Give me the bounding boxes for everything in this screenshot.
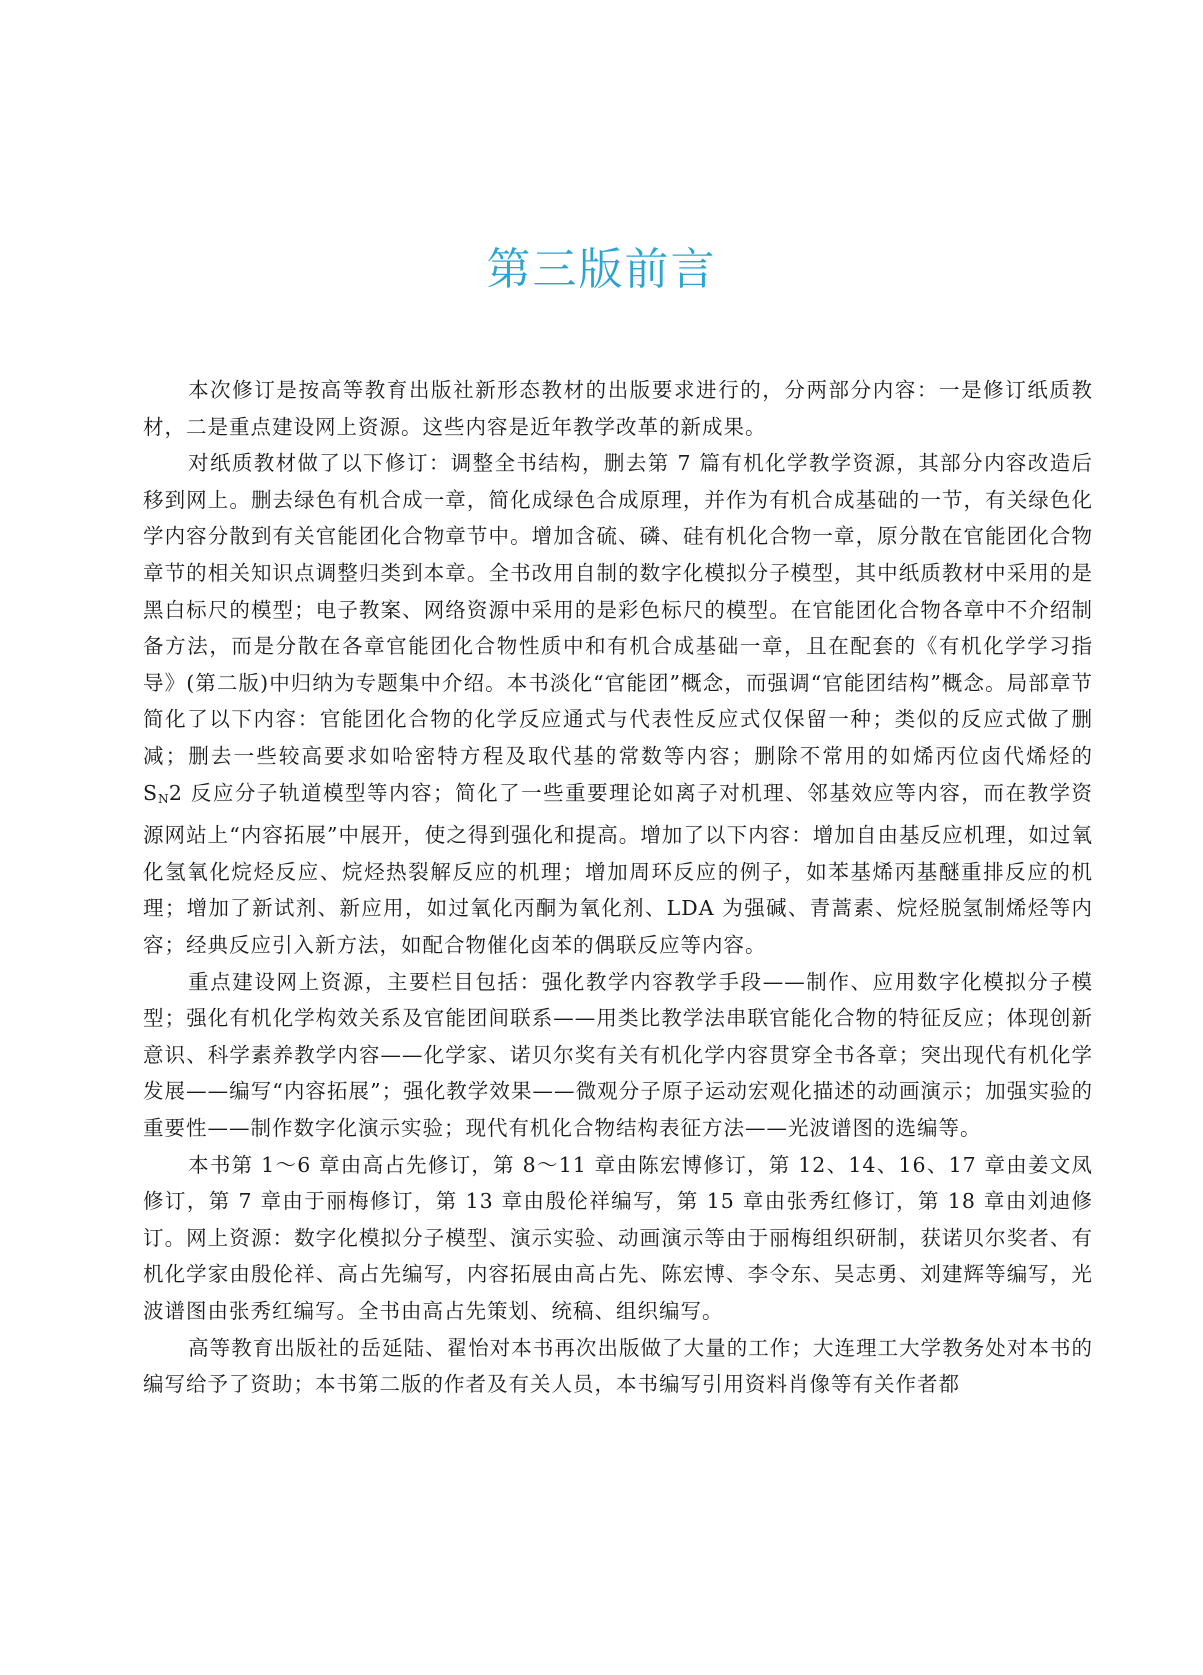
subscript-n: N	[158, 791, 169, 806]
paragraph-intro: 本次修订是按高等教育出版社新形态教材的出版要求进行的，分两部分内容：一是修订纸质教材，二是重点建设网上资源。这些内容是近年教学改革的新成果。	[143, 378, 1093, 439]
paragraph-acknowledgements: 高等教育出版社的岳延陆、翟怡对本书再次出版做了大量的工作；大连理工大学教务处对本书的编写给予了资助；本书第二版的作者及有关人员，本书编写引用资料肖像等有关作者都	[143, 1335, 1093, 1397]
document-body	[143, 372, 1093, 1403]
page-title: 第三版前言	[486, 244, 717, 295]
paragraph-print-revisions-part1: 对纸质教材做了以下修订：调整全书结构，删去第 7 篇有机化学教学资源，其部分内容改造后移到网上。删去绿色有机合成一章，简化成绿色合成原理，并作为有机合成基础的一节，有关绿色化学内容分散到有关官能团化合物章节中。增加含硫、磷、硅有机化合物一章，原分散在官能团化合物章节的相关知识点调整归类到本章。全书改用自制的数字化模拟分子模型，其中纸质教材中采用的是黑白标尺的模型；电子教案、网络资源中采用的是彩色标尺的模型。在官能团化合物各章中不介绍制备方法，而是分散在各章官能团化合物性质中和有机合成基础一章，且在配套的《有机化学学习指导》(第二版)中归纳为专题集中介绍。本书淡化“官能团”概念，而强调“官能团结构”概念。局部章节简化了以下内容：官能团化合物的化学反应通式与代表性反应式仅保留一种；类似的反应式做了删减；删去一些较高要求如哈密特方程及取代基的常数等内容；删除不常用的如烯丙位卤代烯烃的 S	[143, 451, 1093, 805]
paragraph-print-revisions-part2: 2 反应分子轨道模型等内容；简化了一些重要理论如离子对机理、邻基效应等内容，而在教学资源网站上“内容拓展”中展开，使之得到强化和提高。增加了以下内容：增加自由基反应机理，如过氧化氢氧化烷烃反应、烷烃热裂解反应的机理；增加周环反应的例子，如苯基烯丙基醚重排反应的机理；增加了新试剂、新应用，如过氧化丙酮为氧化剂、LDA 为强碱、青蒿素、烷烃脱氢制烯烃等内容；经典反应引入新方法，如配合物催化卤苯的偶联反应等内容。	[143, 780, 1093, 957]
paragraph-online-resources: 重点建设网上资源，主要栏目包括：强化教学内容教学手段——制作、应用数字化模拟分子模型；强化有机化学构效关系及官能团间联系——用类比教学法串联官能化合物的特征反应；体现创新意识、科学素养教学内容——化学家、诺贝尔奖有关有机化学内容贯穿全书各章；突出现代有机化学发展——编写“内容拓展”；强化教学效果——微观分子原子运动宏观化描述的动画演示；加强实验的重要性——制作数字化演示实验；现代有机化合物结构表征方法——光波谱图的选编等。	[143, 969, 1093, 1140]
paragraph-print-revisions	[143, 445, 1093, 963]
paragraph-authors: 本书第 1～6 章由高占先修订，第 8～11 章由陈宏博修订，第 12、14、16、17 章由姜文凤修订，第 7 章由于丽梅修订，第 13 章由殷伦祥编写，第 15 章由张秀红修订，第 18 章由刘迪修订。网上资源：数字化模拟分子模型、演示实验、动画演示等由于丽梅组织研制，获诺贝尔奖者、有机化学家由殷伦祥、高占先编写，内容拓展由高占先、陈宏博、李令东、吴志勇、刘建辉等编写，光波谱图由张秀红编写。全书由高占先策划、统稿、组织编写。	[143, 1152, 1093, 1323]
